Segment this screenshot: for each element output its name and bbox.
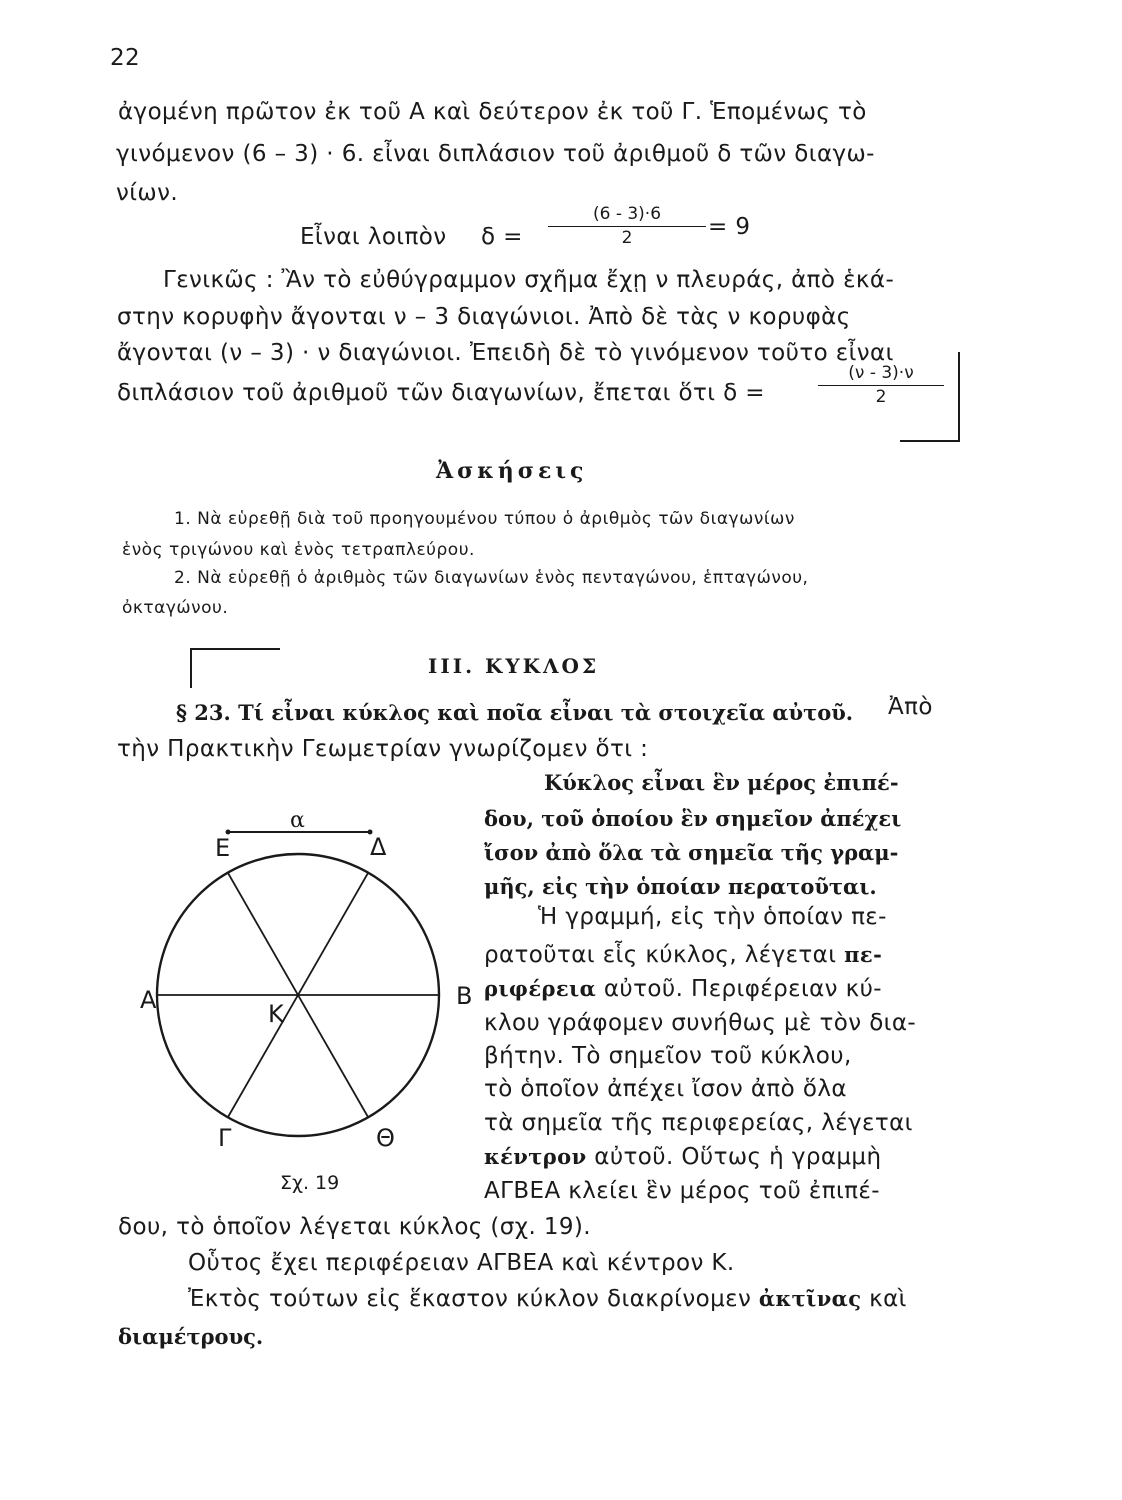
margin-bracket	[958, 352, 960, 440]
exercise-2-line-2: ὀκταγώνου.	[122, 598, 229, 618]
right-line-8	[484, 1146, 881, 1169]
fraction-bar	[818, 385, 944, 386]
right-line-3	[484, 978, 882, 1001]
formula-lhs: δ =	[481, 224, 523, 250]
page-number: 22	[110, 45, 141, 71]
formula-fraction	[548, 206, 706, 247]
definition-line-4: μῆς, εἰς τὴν ὁποίαν περατοῦται.	[484, 874, 877, 899]
right-line-7: τὰ σημεῖα τῆς περιφερείας, λέγεται	[484, 1110, 913, 1136]
definition-line-1: Κύκλος εἶναι ἓν μέρος ἐπιπέ-	[544, 770, 899, 795]
closing-line-2: Οὗτος ἔχει περιφέρειαν ΑΓΒΕΑ καὶ κέντρον Κ.	[188, 1250, 735, 1276]
formula-numerator: (6 - 3)·6	[592, 204, 662, 224]
general-fraction	[818, 365, 944, 406]
closing-line-4-bold: διαμέτρους.	[118, 1324, 264, 1349]
formula-denominator: 2	[621, 228, 633, 248]
right-line-1: Ἡ γραμμή, εἰς τὴν ὁποίαν πε-	[538, 904, 887, 930]
general-line-4: διπλάσιον τοῦ ἀριθμοῦ τῶν διαγωνίων, ἔπεται ὅτι δ =	[117, 380, 765, 406]
section-bracket-side	[190, 648, 192, 688]
right-line-6: τὸ ὁποῖον ἀπέχει ἴσον ἀπὸ ὅλα	[484, 1076, 847, 1102]
figure-caption: Σχ. 19	[280, 1172, 340, 1194]
label-K: Κ	[268, 1000, 284, 1028]
formula-result: = 9	[708, 214, 751, 240]
figure-19-circle-diagram	[130, 800, 480, 1200]
closing-line-3-text: Ἐκτὸς τούτων εἰς ἕκαστον κύκλον διακρίνομεν	[188, 1286, 752, 1312]
right-line-2	[484, 944, 882, 967]
section-title-bold: § 23. Τί εἶναι κύκλος καὶ ποῖα εἶναι τὰ στοιχεῖα αὐτοῦ.	[176, 700, 854, 725]
right-line-3-text: αὐτοῦ. Περιφέρειαν κύ-	[603, 976, 883, 1002]
general-line-2: στην κορυφὴν ἄγονται ν – 3 διαγώνιοι. Ἀπὸ δὲ τὰς ν κορυφὰς	[117, 304, 851, 330]
general-line-3: ἄγονται (ν – 3) · ν διαγώνιοι. Ἐπειδὴ δὲ τὸ γινόμενον τοῦτο εἶναι	[117, 340, 894, 366]
margin-bracket-base	[900, 440, 960, 442]
intro-line-1: ἀγομένη πρῶτον ἐκ τοῦ Α καὶ δεύτερον ἐκ τοῦ Γ. Ἑπομένως τὸ	[118, 99, 867, 125]
right-line-2-bold: πε-	[844, 942, 883, 967]
label-TH: Θ	[376, 1124, 395, 1152]
label-A: Α	[140, 986, 157, 1014]
label-E: Ε	[215, 834, 231, 862]
fraction-bar	[548, 226, 706, 227]
right-line-5: βήτην. Τὸ σημεῖον τοῦ κύκλου,	[484, 1043, 852, 1069]
general-numerator: (ν - 3)·ν	[848, 363, 914, 383]
right-line-3-bold: ριφέρεια	[484, 976, 597, 1001]
closing-line-3-tail: καὶ	[869, 1286, 907, 1312]
section-line-2: τὴν Πρακτικὴν Γεωμετρίαν γνωρίζομεν ὅτι :	[117, 736, 649, 762]
section-bracket-top	[190, 648, 280, 650]
section-heading: III. ΚΥΚΛΟΣ	[428, 654, 600, 678]
right-line-9: ΑΓΒΕΑ κλείει ἓν μέρος τοῦ ἐπιπέ-	[484, 1178, 880, 1204]
definition-line-3: ἴσον ἀπὸ ὅλα τὰ σημεῖα τῆς γραμ-	[484, 840, 899, 865]
closing-line-3	[188, 1288, 907, 1311]
label-G: Γ	[218, 1124, 232, 1152]
label-D: Δ	[370, 833, 387, 861]
section-title-tail: Ἀπὸ	[888, 694, 933, 720]
general-line-1: Γενικῶς : Ἂν τὸ εὐθύγραμμον σχῆμα ἔχῃ ν πλευράς, ἀπὸ ἑκά-	[163, 267, 895, 293]
definition-line-2: δου, τοῦ ὁποίου ἓν σημεῖον ἀπέχει	[484, 806, 902, 831]
right-line-4: κλου γράφομεν συνήθως μὲ τὸν δια-	[484, 1010, 917, 1036]
right-line-8-text: αὐτοῦ. Οὕτως ἡ γραμμὴ	[594, 1144, 882, 1170]
exercise-1-line-2: ἑνὸς τριγώνου καὶ ἑνὸς τετραπλεύρου.	[122, 540, 475, 560]
formula-lead: Εἶναι λοιπὸν	[300, 224, 447, 250]
intro-line-2: γινόμενον (6 – 3) · 6. εἶναι διπλάσιον τοῦ ἀριθμοῦ δ τῶν διαγω-	[116, 141, 875, 167]
label-alpha: α	[290, 808, 305, 833]
intro-line-3: νίων.	[116, 180, 179, 206]
right-line-2-text: ρατοῦται εἷς κύκλος, λέγεται	[484, 942, 837, 968]
exercise-2-line-1: 2. Νὰ εὑρεθῇ ὁ ἀριθμὸς τῶν διαγωνίων ἑνὸς πενταγώνου, ἑπταγώνου,	[174, 568, 809, 588]
closing-line-1: δου, τὸ ὁποῖον λέγεται κύκλος (σχ. 19).	[118, 1214, 592, 1240]
general-denominator: 2	[875, 387, 887, 407]
closing-line-3-bold: ἀκτῖνας	[758, 1286, 862, 1311]
right-line-8-bold: κέντρον	[484, 1144, 587, 1169]
exercises-heading: Ἀσκήσεις	[436, 458, 588, 484]
exercise-1-line-1: 1. Νὰ εὑρεθῇ διὰ τοῦ προηγουμένου τύπου ὁ ἀριθμὸς τῶν διαγωνίων	[174, 509, 795, 529]
label-B: Β	[456, 982, 473, 1010]
